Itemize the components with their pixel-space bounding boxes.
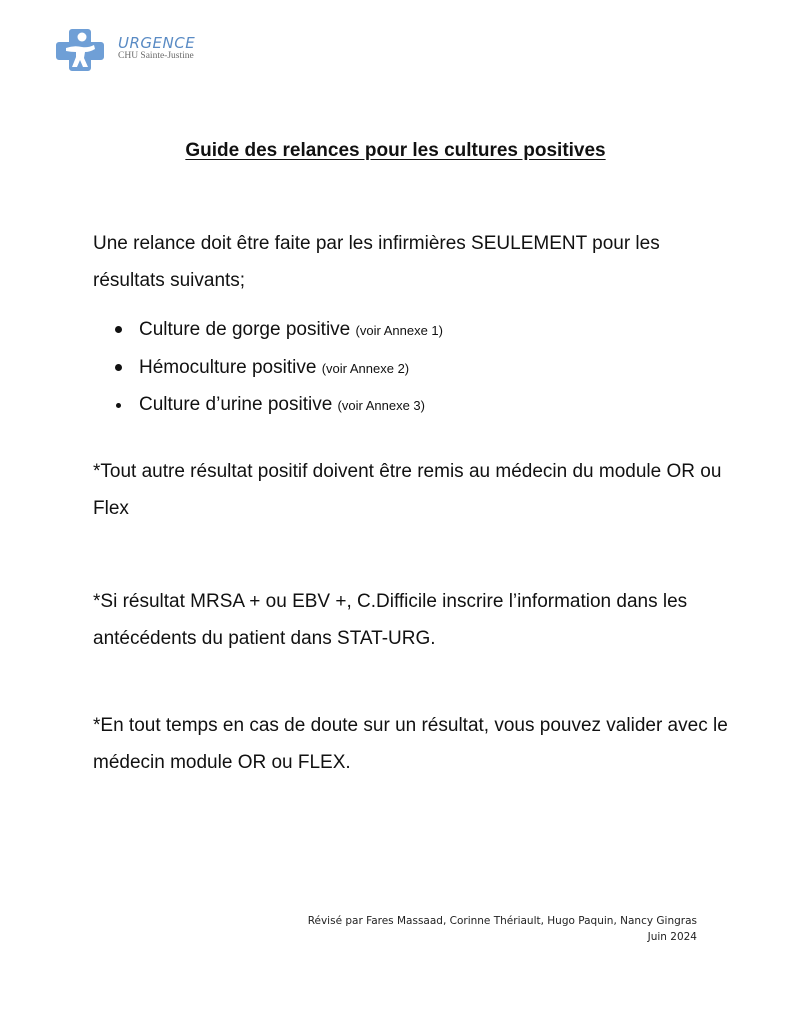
logo-name: URGENCE — [118, 34, 196, 52]
revision-date: Juin 2024 — [647, 931, 697, 943]
culture-list — [115, 312, 443, 425]
revised-by: Révisé par Fares Massaad, Corinne Thériault, Hugo Paquin, Nancy Gingras — [307, 915, 697, 927]
list-item-text: Culture de gorge positive — [139, 319, 351, 340]
logo-subtitle: CHU Sainte-Justine — [118, 51, 194, 61]
footer — [308, 913, 697, 945]
document-title: Guide des relances pour les cultures positives — [185, 140, 606, 161]
annex-reference: (voir Annexe 1) — [355, 323, 443, 338]
note-doubt: *En tout temps en cas de doute sur un résultat, vous pouvez valider avec le médecin module OR ou FLEX. — [93, 715, 728, 773]
note-other-results: *Tout autre résultat positif doivent être remis au médecin du module OR ou Flex — [93, 461, 722, 519]
list-item — [115, 387, 443, 425]
list-item — [115, 312, 443, 350]
list-item — [115, 350, 443, 388]
annex-reference: (voir Annexe 2) — [321, 360, 410, 376]
intro-paragraph: Une relance doit être faite par les infirmières SEULEMENT pour les résultats suivants; — [93, 233, 660, 291]
logo — [54, 27, 224, 73]
list-item-text: Hémoculture positive — [139, 356, 317, 378]
note-mrsa-ebv: *Si résultat MRSA + ou EBV +, C.Difficile inscrire l’information dans les antécédents du patient dans STAT-URG. — [93, 591, 688, 649]
list-item-text: Culture d’urine positive — [139, 394, 333, 415]
bullet-icon — [115, 326, 122, 333]
bullet-icon — [115, 364, 122, 371]
annex-reference: (voir Annexe 3) — [337, 398, 425, 413]
bullet-icon — [116, 403, 121, 408]
medical-cross-child-icon — [54, 27, 106, 71]
